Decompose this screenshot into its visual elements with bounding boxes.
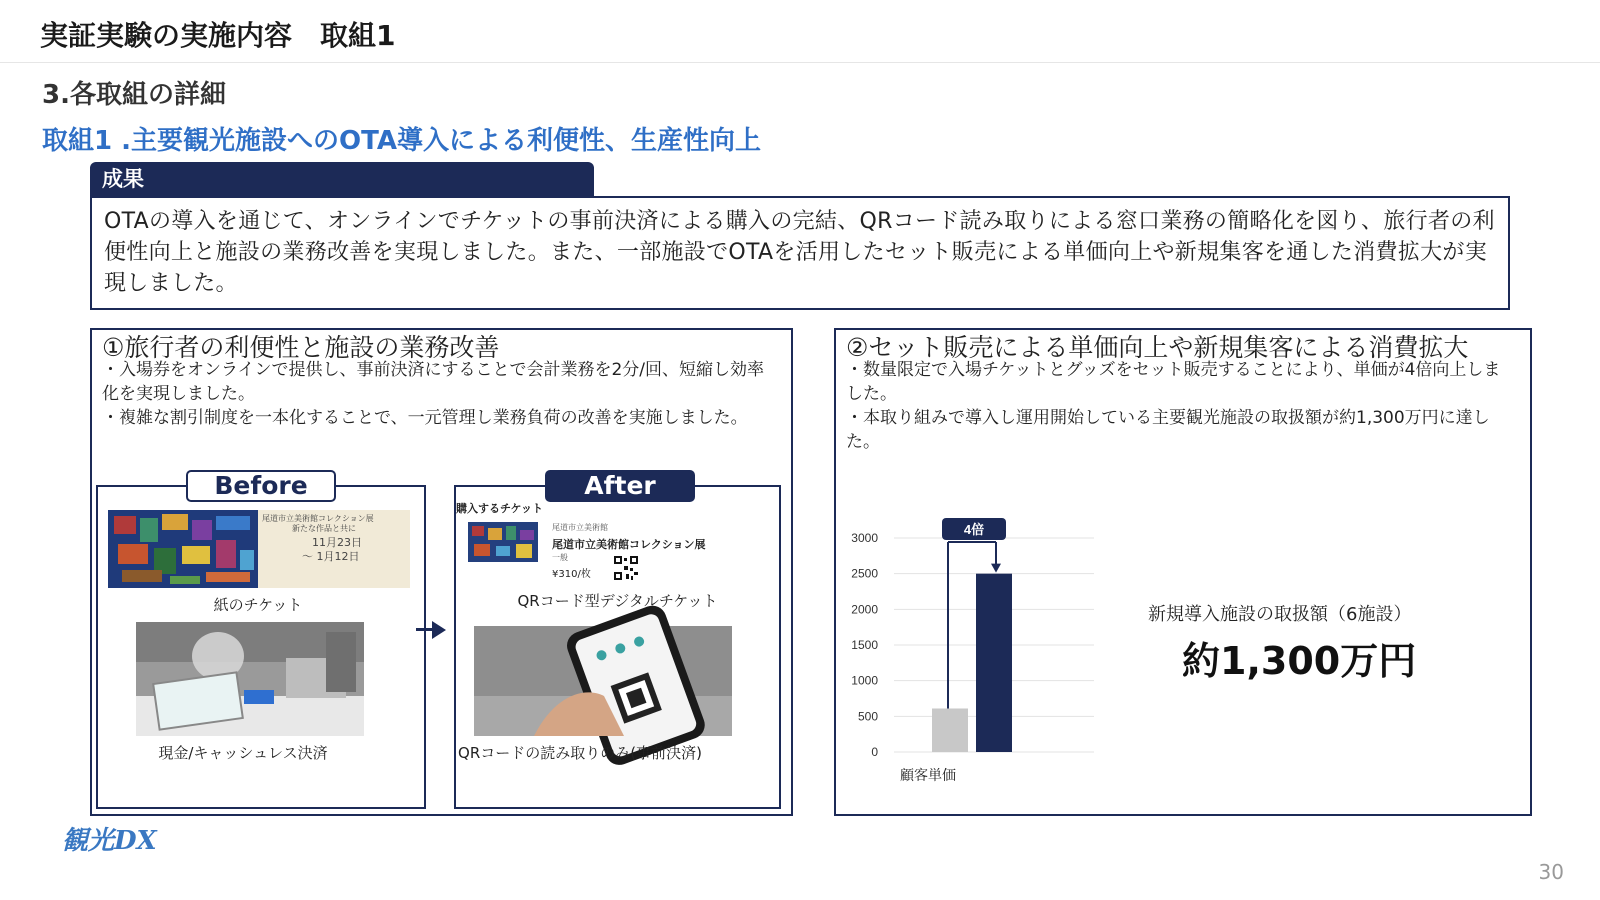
unit-price-chart bbox=[851, 516, 1134, 806]
facility-amount-value: 約1,300万円 bbox=[1182, 639, 1417, 683]
result-text: OTAの導入を通じて、オンラインでチケットの事前決済による購入の完結、QRコード読み取りによる窓口業務の簡略化を図り、旅行者の利便性向上と施設の業務改善を実現しました。また、一部施設でOTAを活用したセット販売による単価向上や新規集客を通した消費拡大が実現しました。 bbox=[104, 209, 1495, 296]
phone-scan-photo bbox=[474, 626, 732, 736]
digital-ticket-header: 購入するチケット bbox=[456, 502, 544, 515]
y-tick-label: 2500 bbox=[851, 566, 878, 581]
section-heading: 3.各取組の詳細 bbox=[42, 80, 226, 110]
bullet-item: ・本取り組みで導入し運用開始している主要観光施設の取扱額が約1,300万円に達した。 bbox=[846, 408, 1490, 452]
y-tick-label: 500 bbox=[857, 709, 878, 724]
bar bbox=[976, 574, 1012, 752]
paper-ticket-date: ～ 1月12日 bbox=[302, 550, 360, 563]
digital-ticket-title: 尾道市立美術館コレクション展 bbox=[552, 538, 706, 551]
consumption-bullets bbox=[846, 358, 1516, 454]
counter-photo-art bbox=[136, 622, 364, 736]
paper-ticket-caption: 紙のチケット bbox=[213, 596, 303, 614]
paper-ticket-text bbox=[262, 514, 402, 564]
y-tick-label: 0 bbox=[871, 745, 878, 759]
paper-ticket-line: 新たな作品と共に bbox=[292, 524, 356, 533]
y-tick-label: 3000 bbox=[851, 531, 878, 545]
title-divider bbox=[0, 62, 1600, 63]
after-tag: After bbox=[545, 470, 695, 502]
digital-ticket-thumbnail bbox=[468, 522, 538, 562]
y-tick-label: 2000 bbox=[851, 602, 878, 617]
digital-ticket-type: 一般 bbox=[552, 553, 568, 562]
bullet-item: ・入場券をオンラインで提供し、事前決済にすることで会計業務を2分/回、短縮し効率化を実現しました。 bbox=[102, 360, 765, 404]
right-arrow-icon bbox=[432, 621, 446, 639]
facility-amount-label: 新規導入施設の取扱額（6施設） bbox=[1148, 604, 1412, 625]
convenience-bullets bbox=[102, 358, 767, 430]
page-number: 30 bbox=[1538, 860, 1564, 884]
payment-caption: 現金/キャッシュレス決済 bbox=[158, 744, 328, 762]
slide-title: 実証実験の実施内容 取組1 bbox=[40, 19, 396, 52]
annotation-label: 4倍 bbox=[963, 522, 985, 537]
convenience-panel-title: ①旅行者の利便性と施設の業務改善 bbox=[102, 333, 500, 362]
kanko-dx-logo: 観光DX bbox=[62, 826, 157, 856]
digital-ticket-venue: 尾道市立美術館 bbox=[552, 523, 608, 532]
result-box bbox=[90, 196, 1510, 310]
digital-ticket-caption: QRコード型デジタルチケット bbox=[517, 592, 718, 610]
y-tick-label: 1500 bbox=[851, 638, 878, 652]
bullet-item: ・数量限定で入場チケットとグッズをセット販売することにより、単価が4倍向上しました。 bbox=[846, 360, 1501, 404]
qr-code-icon bbox=[614, 556, 638, 580]
scan-caption: QRコードの読み取りのみ(事前決済) bbox=[458, 744, 702, 762]
before-tag: Before bbox=[186, 470, 336, 502]
counter-photo bbox=[136, 622, 364, 736]
bullet-item: ・複雑な割引制度を一本化することで、一元管理し業務負荷の改善を実施しました。 bbox=[102, 408, 748, 428]
x-axis-label: 顧客単価 bbox=[900, 768, 956, 784]
phone-scan-art bbox=[474, 626, 732, 736]
annotation-arrowhead bbox=[991, 564, 1001, 573]
consumption-panel-title: ②セット販売による単価向上や新規集客による消費拡大 bbox=[846, 333, 1469, 362]
y-tick-label: 1000 bbox=[851, 673, 878, 688]
digital-ticket-price: ¥310/枚 bbox=[552, 569, 591, 580]
digital-ticket-thumb-art bbox=[468, 522, 538, 562]
initiative-heading: 取組1 .主要観光施設へのOTA導入による利便性、生産性向上 bbox=[42, 126, 761, 156]
result-tab: 成果 bbox=[90, 162, 594, 196]
paper-ticket-line: 尾道市立美術館コレクション展 bbox=[262, 514, 374, 523]
paper-ticket-date: 11月23日 bbox=[312, 536, 362, 549]
bar bbox=[932, 708, 968, 752]
